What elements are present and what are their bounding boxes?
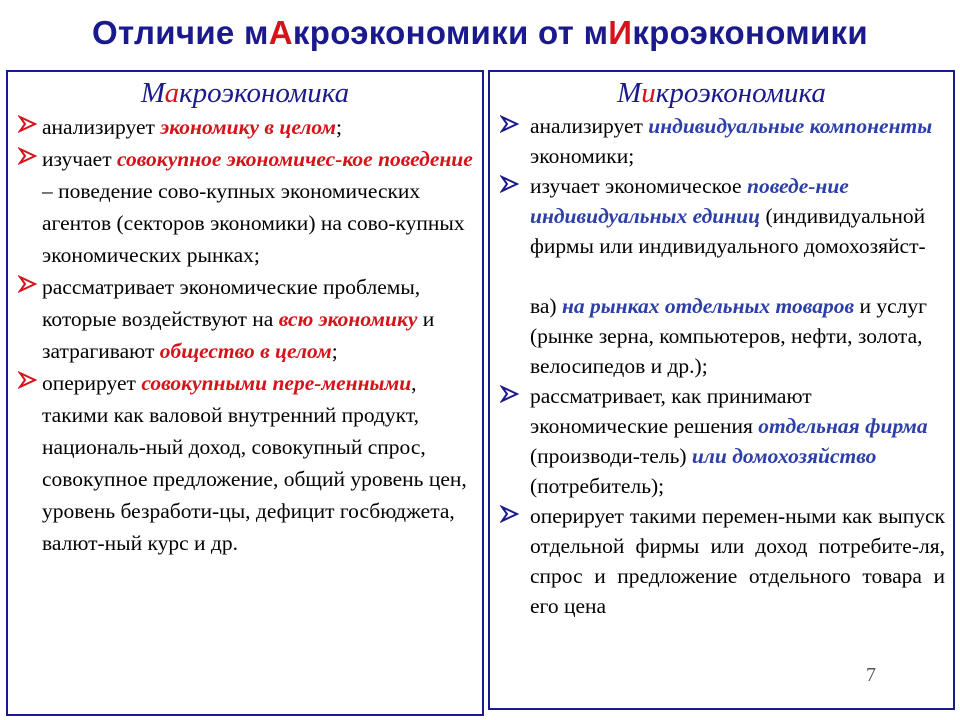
list-item: изучает экономическое поведе-ние индивидуальных единиц (индивидуальной фирмы или индивидуального домохозяйст- ва) на рынках отдельных товаров и услуг (рынке зерна, компьютеров, нефти, золота, велосипедов и др.); <box>490 171 953 381</box>
arrow-bullet-icon <box>500 504 520 524</box>
list-item: изучает совокупное экономичес-кое поведение – поведение сово-купных экономических агентов (секторов экономики) на сово-купных экономических рынках; <box>8 143 482 271</box>
list-item: анализирует экономику в целом; <box>8 111 482 143</box>
list-item: оперирует такими перемен-ными как выпуск отдельной фирмы или доход потребите-ля, спрос и предложение отдельного товара и его цена <box>490 501 953 621</box>
macro-column <box>6 70 484 716</box>
arrow-bullet-icon <box>500 384 520 404</box>
arrow-bullet-icon <box>500 114 520 134</box>
list-item: анализирует индивидуальные компоненты экономики; <box>490 111 953 171</box>
macro-heading: Макроэкономика <box>140 77 350 109</box>
slide-title: Отличие мАкроэкономики от мИкроэкономики <box>92 14 868 51</box>
arrow-bullet-icon <box>18 146 38 166</box>
list-item: рассматривает, как принимают экономические решения отдельная фирма (производи-тель) или домохозяйство (потребитель); <box>490 381 953 501</box>
arrow-bullet-icon <box>18 274 38 294</box>
arrow-bullet-icon <box>500 174 520 194</box>
list-item: рассматривает экономические проблемы, которые воздействуют на всю экономику и затрагивают общество в целом; <box>8 271 482 367</box>
list-item: оперирует совокупными пере-менными, такими как валовой внутренний продукт, националь-ный доход, совокупный спрос, совокупное предложение, общий уровень цен, уровень безработи-цы, дефицит госбюджета, валют-ный курс и др. <box>8 367 482 559</box>
page-number: 7 <box>866 664 876 686</box>
micro-heading: Микроэкономика <box>617 77 826 109</box>
arrow-bullet-icon <box>18 114 38 134</box>
arrow-bullet-icon <box>18 370 38 390</box>
micro-column <box>488 70 955 710</box>
